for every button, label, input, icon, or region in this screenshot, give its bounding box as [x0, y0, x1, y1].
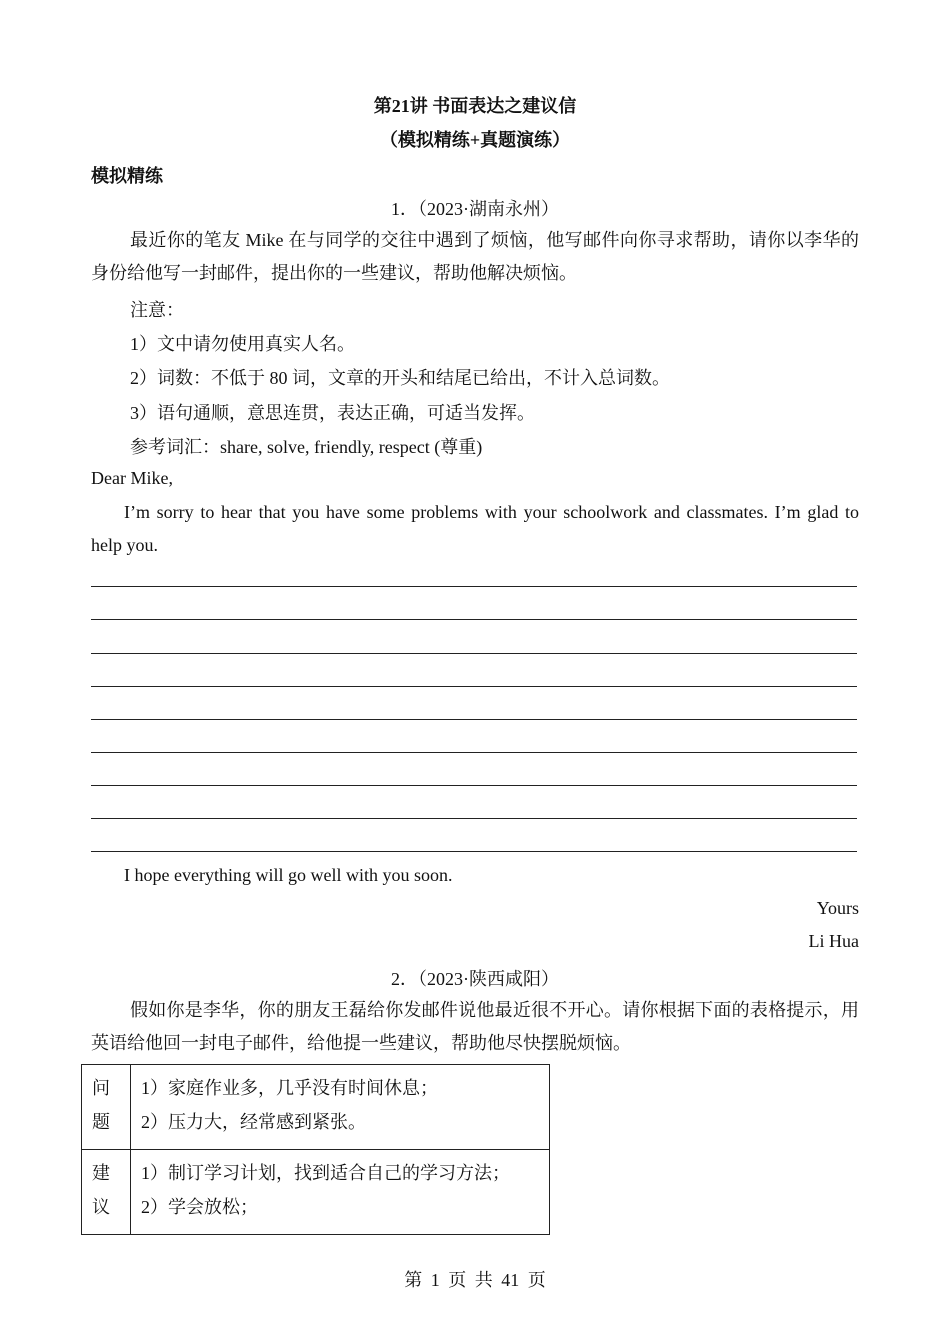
- q1-note-2: 2）词数：不低于 80 词，文章的开头和结尾已给出，不计入总词数。: [130, 368, 670, 388]
- q1-notes-label: 注意：: [130, 300, 184, 320]
- table-row: [82, 1065, 550, 1150]
- answer-line[interactable]: [91, 619, 857, 620]
- list-item: 1）制订学习计划，找到适合自己的学习方法；: [141, 1163, 510, 1183]
- list-item: 2）学会放松；: [141, 1197, 258, 1217]
- table-row-items: [131, 1065, 550, 1150]
- answer-line[interactable]: [91, 785, 857, 786]
- q2-number: 2．（2023·陕西咸阳）: [391, 969, 559, 989]
- list-item: 2）压力大，经常感到紧张。: [141, 1112, 366, 1132]
- table-row-head: 问 题: [82, 1065, 131, 1150]
- page-subtitle: （模拟精练+真题演练）: [379, 130, 571, 150]
- table-row: [82, 1150, 550, 1235]
- answer-line[interactable]: [91, 686, 857, 687]
- q1-prompt: 最近你的笔友 Mike 在与同学的交往中遇到了烦恼，他写邮件向你寻求帮助，请你以李华的身份给他写一封邮件，提出你的一些建议，帮助他解决烦恼。: [91, 230, 859, 283]
- q1-signature: Li Hua: [808, 931, 859, 951]
- answer-line[interactable]: [91, 851, 857, 852]
- page-title: 第21讲 书面表达之建议信: [373, 96, 577, 116]
- q1-vocab: 参考词汇：share, solve, friendly, respect (尊重): [130, 437, 483, 457]
- answer-line[interactable]: [91, 818, 857, 819]
- q1-note-1: 1）文中请勿使用真实人名。: [130, 334, 355, 354]
- q1-salutation: Dear Mike,: [91, 468, 173, 488]
- q1-note-3: 3）语句通顺，意思连贯，表达正确，可适当发挥。: [130, 403, 535, 423]
- table-row-head: 建 议: [82, 1150, 131, 1235]
- page-footer: 第 1 页 共 41 页: [404, 1270, 546, 1290]
- q1-closing: I hope everything will go well with you soon.: [124, 865, 453, 885]
- q2-prompt: 假如你是李华，你的朋友王磊给你发邮件说他最近很不开心。请你根据下面的表格提示，用英语给他回一封电子邮件，给他提一些建议，帮助他尽快摆脱烦恼。: [91, 1000, 859, 1053]
- section-label: 模拟精练: [91, 166, 163, 186]
- answer-line[interactable]: [91, 719, 857, 720]
- answer-line[interactable]: [91, 653, 857, 654]
- q1-opening: I’m sorry to hear that you have some problems with your schoolwork and classmates. I’m glad to help you.: [91, 502, 859, 555]
- q2-prompt-table: [81, 1064, 550, 1235]
- answer-line[interactable]: [91, 586, 857, 587]
- q1-number: 1．（2023·湖南永州）: [391, 199, 559, 219]
- table-row-items: [131, 1150, 550, 1235]
- answer-line[interactable]: [91, 752, 857, 753]
- q1-signoff: Yours: [816, 898, 859, 918]
- list-item: 1）家庭作业多，几乎没有时间休息；: [141, 1078, 438, 1098]
